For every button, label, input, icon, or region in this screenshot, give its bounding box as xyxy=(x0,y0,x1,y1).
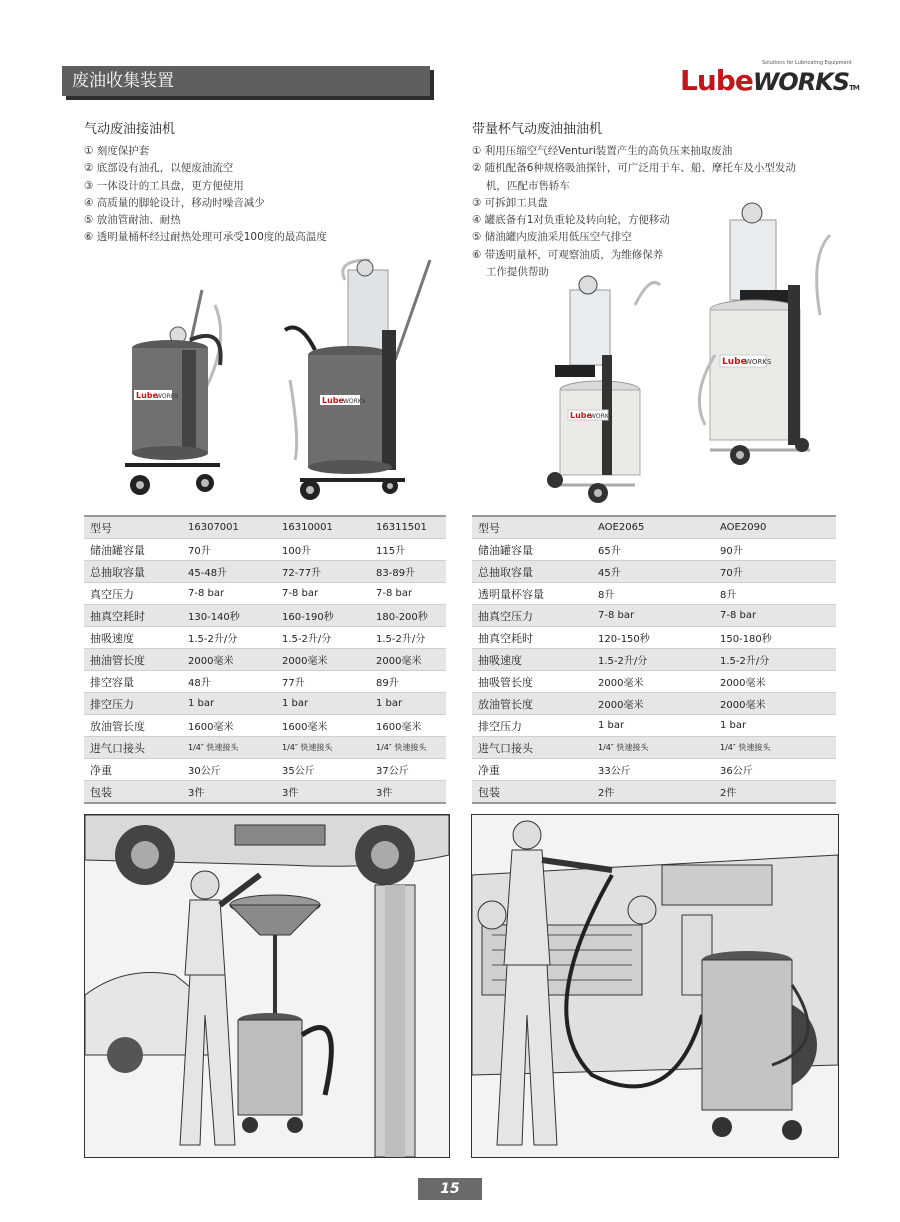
right-feature-item: ② 随机配备6种规格吸油探针，可广泛用于车、船、摩托车及小型发动 xyxy=(472,162,796,175)
table-cell: 1 bar xyxy=(276,693,370,715)
table-row xyxy=(472,605,836,627)
table-cell: 2000毫米 xyxy=(714,693,836,715)
table-cell: 89升 xyxy=(370,671,446,693)
left-feature-item: ② 底部设有油孔，以便废油流空 xyxy=(84,162,234,175)
gray-oil-drainer-small xyxy=(125,290,221,495)
table-row xyxy=(84,671,446,693)
left-product-image xyxy=(120,250,450,510)
table-cell: 16311501 xyxy=(370,516,446,539)
table-row xyxy=(472,671,836,693)
table-cell: 型号 xyxy=(84,516,182,539)
table-cell: 130-140秒 xyxy=(182,605,276,627)
left-feature-item: ⑤ 放油管耐油、耐热 xyxy=(84,214,181,227)
table-cell: 抽真空耗时 xyxy=(84,605,182,627)
table-cell: 90升 xyxy=(714,539,836,561)
table-cell: 70升 xyxy=(714,561,836,583)
section-header-bar xyxy=(62,66,430,96)
table-row xyxy=(472,759,836,781)
table-cell: 1600毫米 xyxy=(182,715,276,737)
table-row xyxy=(84,759,446,781)
mechanic-extract-illustration xyxy=(472,815,838,1157)
left-feature-item: ① 刻度保护套 xyxy=(84,145,150,157)
right-product-image xyxy=(540,195,840,505)
table-cell: 65升 xyxy=(592,539,714,561)
right-feature-item: ① 利用压缩空气经Venturi装置产生的高负压来抽取废油 xyxy=(472,145,733,157)
table-row xyxy=(472,561,836,583)
table-cell: 77升 xyxy=(276,671,370,693)
table-cell: 120-150秒 xyxy=(592,627,714,649)
table-row xyxy=(472,781,836,804)
svg-text:Lube: Lube xyxy=(136,391,158,400)
table-cell: 1/4″ 快速接头 xyxy=(592,737,714,759)
right-feature-item: 机，匹配市售轿车 xyxy=(472,179,570,192)
table-cell: 2000毫米 xyxy=(182,649,276,671)
logo-tm: TM xyxy=(849,84,859,92)
section-header-title: 废油收集装置 xyxy=(72,71,174,91)
lubeworks-logo xyxy=(680,60,859,100)
table-row xyxy=(84,516,446,539)
table-cell: 抽真空压力 xyxy=(472,605,592,627)
table-cell: 3件 xyxy=(370,781,446,804)
logo-lube-text: Lube xyxy=(680,64,753,97)
table-cell: 7-8 bar xyxy=(276,583,370,605)
mechanic-drain-illustration xyxy=(85,815,449,1157)
table-cell: 透明量杯容量 xyxy=(472,583,592,605)
table-cell: 8升 xyxy=(592,583,714,605)
right-spec-table xyxy=(472,515,836,804)
svg-text:Lube: Lube xyxy=(722,357,747,367)
table-cell: 排空压力 xyxy=(472,715,592,737)
table-cell: 1600毫米 xyxy=(276,715,370,737)
table-cell: AOE2065 xyxy=(592,516,714,539)
table-cell: 抽真空耗时 xyxy=(472,627,592,649)
table-cell: 33公斤 xyxy=(592,759,714,781)
svg-text:Lube: Lube xyxy=(570,411,592,420)
table-cell: 抽油管长度 xyxy=(84,649,182,671)
table-cell: 83-89升 xyxy=(370,561,446,583)
table-row xyxy=(472,715,836,737)
table-cell: 1.5-2升/分 xyxy=(276,627,370,649)
table-cell: 16307001 xyxy=(182,516,276,539)
table-row xyxy=(84,715,446,737)
table-cell: 真空压力 xyxy=(84,583,182,605)
white-oil-extractor-small xyxy=(547,276,660,503)
svg-text:WORKS: WORKS xyxy=(745,358,772,366)
table-cell: 1.5-2升/分 xyxy=(370,627,446,649)
table-cell: 30公斤 xyxy=(182,759,276,781)
svg-text:WORKS: WORKS xyxy=(590,413,613,420)
right-feature-item: ⑥ 带透明量杯，可观察油质，为维修保养 xyxy=(472,248,664,261)
page-number: 15 xyxy=(418,1178,482,1200)
svg-text:Lube: Lube xyxy=(322,396,344,405)
table-cell: 抽吸速度 xyxy=(472,649,592,671)
table-cell: 2000毫米 xyxy=(592,671,714,693)
table-cell: 45升 xyxy=(592,561,714,583)
table-cell: 1/4″ 快速接头 xyxy=(276,737,370,759)
table-cell: 放油管长度 xyxy=(472,693,592,715)
table-cell: 净重 xyxy=(84,759,182,781)
svg-text:WORKS: WORKS xyxy=(343,398,366,405)
table-cell: 16310001 xyxy=(276,516,370,539)
right-feature-item: ③ 可拆卸工具盘 xyxy=(472,196,548,209)
table-cell: 115升 xyxy=(370,539,446,561)
table-row xyxy=(472,649,836,671)
table-cell: 35公斤 xyxy=(276,759,370,781)
table-cell: 进气口接头 xyxy=(472,737,592,759)
table-cell: 1 bar xyxy=(592,715,714,737)
table-cell: 2000毫米 xyxy=(370,649,446,671)
table-row xyxy=(84,737,446,759)
table-cell: 2000毫米 xyxy=(592,693,714,715)
table-cell: 160-190秒 xyxy=(276,605,370,627)
table-cell: 1/4″ 快速接头 xyxy=(182,737,276,759)
table-cell: 1 bar xyxy=(714,715,836,737)
right-feature-item: ④ 罐底备有1对负重轮及转向轮，方便移动 xyxy=(472,214,670,227)
right-feature-item: ⑤ 储油罐内废油采用低压空气排空 xyxy=(472,231,632,244)
right-product-title: 带量杯气动废油抽油机 xyxy=(472,122,603,137)
table-cell: 1.5-2升/分 xyxy=(714,649,836,671)
table-cell: 抽吸速度 xyxy=(84,627,182,649)
table-cell: 150-180秒 xyxy=(714,627,836,649)
table-cell: 1600毫米 xyxy=(370,715,446,737)
table-cell: 净重 xyxy=(472,759,592,781)
svg-text:WORKS: WORKS xyxy=(156,393,179,400)
left-product-title: 气动废油接油机 xyxy=(84,122,176,137)
table-cell: 7-8 bar xyxy=(592,605,714,627)
table-cell: 1/4″ 快速接头 xyxy=(714,737,836,759)
table-cell: 进气口接头 xyxy=(84,737,182,759)
table-cell: 2件 xyxy=(592,781,714,804)
table-row xyxy=(84,583,446,605)
left-feature-item: ③ 一体设计的工具盘，更方便使用 xyxy=(84,179,244,192)
table-cell: 70升 xyxy=(182,539,276,561)
table-cell: 7-8 bar xyxy=(370,583,446,605)
table-cell: 37公斤 xyxy=(370,759,446,781)
gray-oil-drainer-with-cup xyxy=(285,260,430,500)
table-cell: 7-8 bar xyxy=(714,605,836,627)
table-row xyxy=(84,693,446,715)
left-usage-illustration xyxy=(84,814,450,1158)
table-row xyxy=(84,561,446,583)
table-row xyxy=(84,649,446,671)
table-cell: 3件 xyxy=(182,781,276,804)
table-cell: 抽吸管长度 xyxy=(472,671,592,693)
table-row xyxy=(84,605,446,627)
table-cell: 1 bar xyxy=(182,693,276,715)
table-row xyxy=(472,539,836,561)
table-row xyxy=(472,627,836,649)
table-cell: 1 bar xyxy=(370,693,446,715)
left-feature-item: ⑥ 透明量桶杯经过耐热处理可承受100度的最高温度 xyxy=(84,231,327,244)
table-cell: 储油罐容量 xyxy=(84,539,182,561)
table-cell: 180-200秒 xyxy=(370,605,446,627)
table-cell: 总抽取容量 xyxy=(472,561,592,583)
table-cell: 总抽取容量 xyxy=(84,561,182,583)
left-feature-list xyxy=(84,143,327,247)
right-feature-item: 工作提供帮助 xyxy=(472,266,549,279)
table-row xyxy=(84,627,446,649)
white-oil-extractor-large xyxy=(699,203,830,465)
table-cell: 1.5-2升/分 xyxy=(182,627,276,649)
table-cell: 2件 xyxy=(714,781,836,804)
table-cell: 48升 xyxy=(182,671,276,693)
table-row xyxy=(472,583,836,605)
table-cell: 7-8 bar xyxy=(182,583,276,605)
table-cell: 8升 xyxy=(714,583,836,605)
logo-works-text: WORKS xyxy=(752,68,850,96)
table-cell: 型号 xyxy=(472,516,592,539)
left-spec-table xyxy=(84,515,446,804)
table-cell: 100升 xyxy=(276,539,370,561)
table-row xyxy=(84,781,446,804)
logo-tagline: Solutions for Lubricating Equipment xyxy=(762,60,852,66)
table-row xyxy=(472,737,836,759)
table-cell: 排空压力 xyxy=(84,693,182,715)
table-cell: AOE2090 xyxy=(714,516,836,539)
table-cell: 1/4″ 快速接头 xyxy=(370,737,446,759)
table-cell: 45-48升 xyxy=(182,561,276,583)
table-cell: 3件 xyxy=(276,781,370,804)
table-cell: 包装 xyxy=(84,781,182,804)
table-cell: 排空容量 xyxy=(84,671,182,693)
table-cell: 2000毫米 xyxy=(714,671,836,693)
right-usage-illustration xyxy=(471,814,839,1158)
left-feature-item: ④ 高质量的脚轮设计，移动时噪音减少 xyxy=(84,196,265,209)
table-cell: 储油罐容量 xyxy=(472,539,592,561)
table-row xyxy=(84,539,446,561)
table-cell: 包装 xyxy=(472,781,592,804)
table-cell: 72-77升 xyxy=(276,561,370,583)
table-cell: 36公斤 xyxy=(714,759,836,781)
table-cell: 1.5-2升/分 xyxy=(592,649,714,671)
table-row xyxy=(472,516,836,539)
table-cell: 2000毫米 xyxy=(276,649,370,671)
table-row xyxy=(472,693,836,715)
table-cell: 放油管长度 xyxy=(84,715,182,737)
